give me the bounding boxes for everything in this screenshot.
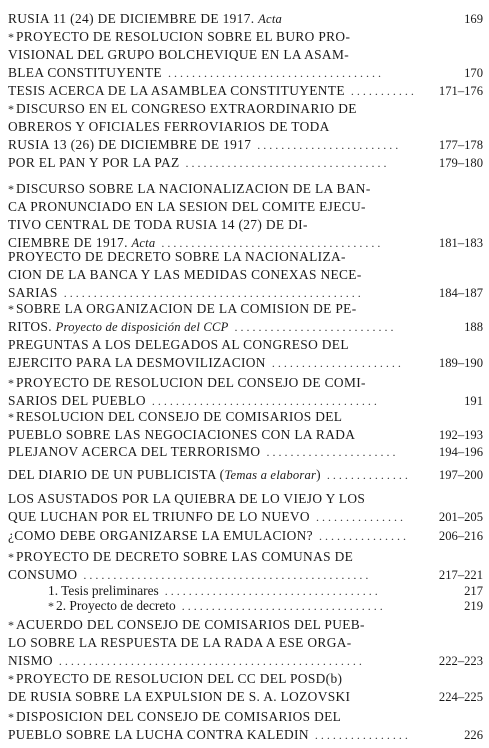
- toc-entry-text: [8, 726, 411, 744]
- dot-leader: ......................: [265, 356, 404, 370]
- toc-entry-text: [8, 527, 409, 545]
- asterisk-marker: *: [8, 376, 14, 390]
- toc-entry-line: [0, 443, 489, 461]
- entry-title-segment: DE RUSIA SOBRE LA EXPULSION DE S. A. LOZOVSKI: [8, 689, 351, 704]
- toc-entry-text: [8, 154, 390, 172]
- toc-entry-line: [0, 670, 489, 688]
- entry-title-segment: SARIAS: [8, 285, 58, 300]
- dot-leader: ..................................: [175, 599, 386, 613]
- page-number: 224–225: [438, 690, 483, 704]
- toc-entry-text: [8, 336, 349, 354]
- entry-title-segment: NISMO: [8, 653, 53, 668]
- dot-leader: ................................................: [77, 568, 372, 582]
- toc-entry-text: [8, 136, 401, 154]
- page-number: 217: [464, 584, 483, 598]
- page-number: 169: [464, 12, 483, 26]
- toc-entry-line: [0, 336, 489, 354]
- toc-entry-text: [8, 354, 404, 372]
- toc-entry-text: [8, 490, 365, 508]
- toc-entry-line: [0, 154, 489, 172]
- toc-entry-text: [8, 548, 353, 566]
- dot-leader: ........................: [251, 138, 402, 152]
- entry-title-segment: RUSIA 13 (26) DE DICIEMBRE DE 1917: [8, 137, 252, 152]
- toc-entry-line: [0, 634, 489, 652]
- entry-title-segment: PUEBLO SOBRE LA LUCHA CONTRA KALEDIN: [8, 727, 309, 742]
- dot-leader: ...............: [312, 529, 409, 543]
- page-number: 197–200: [438, 468, 483, 482]
- entry-title-segment: ¿COMO DEBE ORGANIZARSE LA EMULACION?: [8, 528, 313, 543]
- entry-title-segment: CONSUMO: [8, 567, 78, 582]
- entry-title-segment: PLEJANOV ACERCA DEL TERRORISMO: [8, 444, 261, 459]
- page-number: 184–187: [438, 286, 483, 300]
- dot-leader: ...........................: [228, 320, 397, 334]
- entry-title-segment: DISPOSICION DEL CONSEJO DE COMISARIOS DEL: [16, 709, 342, 724]
- dot-leader: ..............: [320, 468, 411, 482]
- entry-title-segment: DISCURSO EN EL CONGRESO EXTRAORDINARIO DE: [16, 101, 357, 116]
- entry-title-segment: PREGUNTAS A LOS DELEGADOS AL CONGRESO DEL: [8, 337, 349, 352]
- toc-entry-text: [8, 374, 366, 392]
- toc-entry-line: [0, 426, 489, 444]
- page-number: 179–180: [438, 156, 483, 170]
- italic-note: Acta: [258, 12, 283, 26]
- entry-title-segment: RUSIA 11 (24) DE DICIEMBRE DE 1917.: [8, 11, 259, 26]
- asterisk-marker: *: [8, 30, 14, 44]
- toc-entry-line: [0, 688, 489, 706]
- entry-title-segment: RESOLUCION DEL CONSEJO DE COMISARIOS DEL: [16, 409, 343, 424]
- entry-title-segment: SOBRE LA ORGANIZACION DE LA COMISION DE PE-: [16, 301, 357, 316]
- entry-title-segment: PROYECTO DE DECRETO SOBRE LAS COMUNAS DE: [16, 549, 354, 564]
- toc-entry-line: [0, 64, 489, 82]
- dot-leader: ..................................................: [57, 286, 364, 300]
- toc-entry-text: [8, 443, 398, 461]
- toc-entry-line: [0, 28, 489, 46]
- entry-title-segment: TIVO CENTRAL DE TODA RUSIA 14 (27) DE DI-: [8, 217, 308, 232]
- page-number: 181–183: [438, 236, 483, 250]
- entry-title-segment: PROYECTO DE RESOLUCION DEL CONSEJO DE COMI-: [16, 375, 366, 390]
- dot-leader: ...................................................: [52, 654, 365, 668]
- page-number: 194–196: [438, 445, 483, 459]
- dot-leader: ....................................: [161, 66, 384, 80]
- toc-entry-line: [0, 726, 489, 744]
- toc-entry-text: [8, 688, 350, 706]
- toc-entry-line: [0, 300, 489, 318]
- entry-title-segment: CA PRONUNCIADO EN LA SESION DEL COMITE EJECU-: [8, 199, 366, 214]
- italic-note: Proyecto de disposición del CCP: [55, 320, 229, 334]
- toc-entry-line: [0, 180, 489, 198]
- page-number: 201–205: [438, 510, 483, 524]
- page-number: 191: [464, 394, 483, 408]
- asterisk-marker: *: [8, 410, 14, 424]
- entry-title-segment: ACUERDO DEL CONSEJO DE COMISARIOS DEL PUEB-: [16, 617, 365, 632]
- entry-title-segment: BLEA CONSTITUYENTE: [8, 65, 162, 80]
- toc-entry-line: [0, 266, 489, 284]
- toc-entry-text: [8, 670, 342, 688]
- toc-entry-line: [0, 198, 489, 216]
- entry-title-segment: LOS ASUSTADOS POR LA QUIEBRA DE LO VIEJO Y LOS: [8, 491, 366, 506]
- page-number: 222–223: [438, 654, 483, 668]
- dot-leader: ....................................: [158, 584, 381, 598]
- entry-title-segment: EJERCITO PARA LA DESMOVILIZACION: [8, 355, 266, 370]
- toc-entry-text: [8, 616, 365, 634]
- toc-entry-text: [8, 708, 341, 726]
- page-number: 188: [464, 320, 483, 334]
- toc-entry-line: [0, 136, 489, 154]
- entry-title-segment: DISCURSO SOBRE LA NACIONALIZACION DE LA BAN-: [16, 181, 371, 196]
- toc-entry-line: [0, 82, 489, 100]
- dot-leader: ......................: [260, 445, 399, 459]
- page-number: 226: [464, 728, 483, 742]
- toc-entry-text: [8, 634, 352, 652]
- page-number: 206–216: [438, 529, 483, 543]
- toc-entry-text: [8, 118, 330, 136]
- toc-entry-line: [0, 408, 489, 426]
- asterisk-marker: *: [8, 302, 14, 316]
- page-number: 171–176: [438, 84, 483, 98]
- toc-entry-text: [8, 266, 362, 284]
- toc-entry-line: [0, 318, 489, 336]
- asterisk-marker: *: [8, 618, 14, 632]
- asterisk-marker: *: [8, 102, 14, 116]
- toc-entry-line: [0, 118, 489, 136]
- page-number: 192–193: [438, 428, 483, 442]
- toc-entry-line: [0, 597, 489, 615]
- entry-title-segment: LO SOBRE LA RESPUESTA DE LA RADA A ESE ORGA-: [8, 635, 352, 650]
- entry-title-segment: PUEBLO SOBRE LAS NEGOCIACIONES CON LA RADA: [8, 427, 356, 442]
- toc-entry-line: [0, 466, 489, 484]
- entry-title-segment: POR EL PAN Y POR LA PAZ: [8, 155, 180, 170]
- entry-title-segment: PROYECTO DE RESOLUCION SOBRE EL BURO PRO-: [16, 29, 351, 44]
- dot-leader: .....................................: [155, 236, 384, 250]
- toc-entry-line: [0, 508, 489, 526]
- toc-entry-text: [8, 652, 365, 670]
- toc-entry-text: [8, 508, 406, 526]
- entry-title-segment: 1. Tesis preliminares: [48, 583, 159, 598]
- toc-entry-text: [8, 408, 342, 426]
- toc-entry-text: [8, 216, 308, 234]
- toc-entry-line: [0, 248, 489, 266]
- entry-title-segment: ): [316, 467, 321, 482]
- entry-title-segment: QUE LUCHAN POR EL TRIUNFO DE LO NUEVO: [8, 509, 310, 524]
- toc-entry-line: [0, 216, 489, 234]
- dot-leader: ...........: [344, 84, 417, 98]
- entry-title-segment: TESIS ACERCA DE LA ASAMBLEA CONSTITUYENTE: [8, 83, 345, 98]
- entry-title-segment: OBREROS Y OFICIALES FERROVIARIOS DE TODA: [8, 119, 330, 134]
- page-number: 189–190: [438, 356, 483, 370]
- toc-entry-line: [0, 548, 489, 566]
- asterisk-marker: *: [8, 710, 14, 724]
- toc-entry-line: [0, 374, 489, 392]
- toc-entry-text: [8, 28, 350, 46]
- entry-title-segment: DEL DIARIO DE UN PUBLICISTA (: [8, 467, 225, 482]
- toc-entry-text: [8, 318, 397, 336]
- entry-title-segment: RITOS.: [8, 319, 56, 334]
- entry-title-segment: PROYECTO DE RESOLUCION DEL CC DEL POSD(b): [16, 671, 343, 686]
- asterisk-marker: *: [48, 599, 54, 613]
- toc-entry-text: [8, 198, 366, 216]
- toc-entry-line: [0, 490, 489, 508]
- entry-title-segment: SARIOS DEL PUEBLO: [8, 393, 146, 408]
- entry-title-segment: VISIONAL DEL GRUPO BOLCHEVIQUE EN LA ASAM-: [8, 47, 350, 62]
- toc-entry-text: [8, 82, 417, 100]
- toc-entry-text: [8, 466, 411, 484]
- toc-entry-line: [0, 46, 489, 64]
- toc-entry-text: [8, 248, 346, 266]
- entry-title-segment: PROYECTO DE DECRETO SOBRE LA NACIONALIZA-: [8, 249, 346, 264]
- toc-entry-line: [0, 354, 489, 372]
- toc-entry-line: [0, 527, 489, 545]
- toc-entry-text: [8, 180, 371, 198]
- toc-entry-text: [8, 300, 357, 318]
- page-number: 219: [464, 599, 483, 613]
- toc-entry-line: [0, 10, 489, 28]
- entry-title-segment: 2. Proyecto de decreto: [56, 598, 176, 613]
- italic-note: Temas a elaborar: [224, 468, 317, 482]
- toc-entry-line: [0, 652, 489, 670]
- entry-title-segment: CION DE LA BANCA Y LAS MEDIDAS CONEXAS NECE-: [8, 267, 362, 282]
- toc-entry-text: [8, 46, 349, 64]
- toc-entry-text: [8, 100, 357, 118]
- toc-entry-text: [48, 597, 386, 615]
- toc-entry-line: [0, 616, 489, 634]
- asterisk-marker: *: [8, 550, 14, 564]
- dot-leader: ......................................: [145, 394, 380, 408]
- dot-leader: ..................................: [179, 156, 390, 170]
- toc-entry-text: [8, 64, 384, 82]
- toc-entry-text: [8, 426, 355, 444]
- page-number: 170: [464, 66, 483, 80]
- page-number: 177–178: [438, 138, 483, 152]
- asterisk-marker: *: [8, 182, 14, 196]
- toc-entry-text: [8, 10, 282, 28]
- asterisk-marker: *: [8, 672, 14, 686]
- page-number: 217–221: [438, 568, 483, 582]
- dot-leader: ...............: [309, 510, 406, 524]
- dot-leader: ................: [308, 728, 411, 742]
- toc-entry-line: [0, 708, 489, 726]
- entry-title-segment: CIEMBRE DE 1917.: [8, 235, 132, 250]
- italic-note: Acta: [131, 236, 156, 250]
- toc-entry-line: [0, 100, 489, 118]
